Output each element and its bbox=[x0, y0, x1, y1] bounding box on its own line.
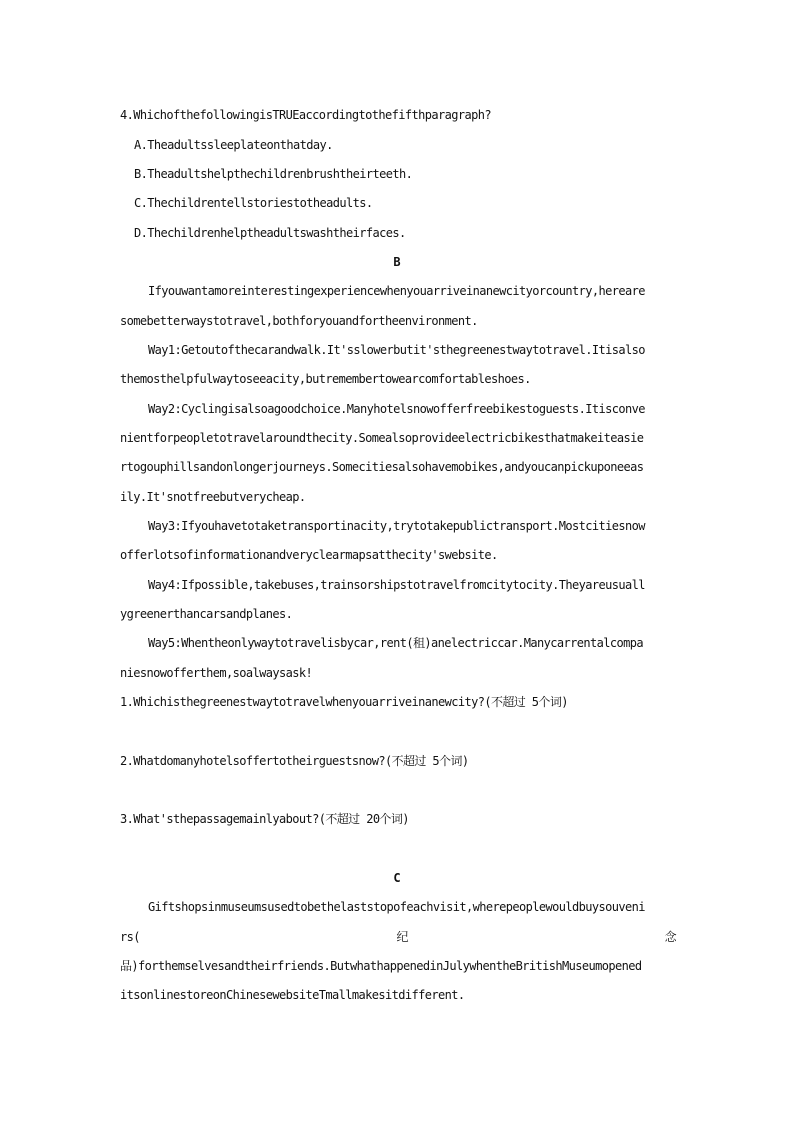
paragraph-line: 品)forthemselvesandtheirfriends.ButwhathappenedinJulywhentheBritishMuseumopened bbox=[120, 959, 642, 973]
paragraph-line: ily.It'snotfreebutverycheap. bbox=[120, 490, 306, 504]
paragraph-line-justified bbox=[120, 929, 676, 945]
question-b3: 3.What'sthepassagemainlyabout?(不超过 20个词) bbox=[120, 812, 409, 826]
paragraph-line: Way3:Ifyouhavetotaketransportinacity,trytotakepublictransport.Mostcitiesnow bbox=[148, 519, 645, 533]
paragraph-line: niesnowofferthem,soalwaysask! bbox=[120, 666, 313, 680]
paragraph-line: itsonlinestoreonChinesewebsiteTmallmakesitdifferent. bbox=[120, 988, 465, 1002]
section-b-heading: B bbox=[393, 255, 401, 269]
option-a: A.Theadultssleeplateonthatday. bbox=[134, 138, 333, 152]
paragraph-line: nientforpeopletotravelaroundthecity.Somealsoprovideelectricbikesthatmakeiteasie bbox=[120, 431, 644, 445]
option-d: D.Thechildrenhelptheadultswashtheirfaces. bbox=[134, 226, 406, 240]
section-c-heading: C bbox=[393, 871, 401, 885]
text-fragment: 纪 bbox=[396, 930, 408, 944]
option-c: C.Thechildrentellstoriestotheadults. bbox=[134, 196, 373, 210]
paragraph-line: Way2:Cyclingisalsoagoodchoice.Manyhotelsnowofferfreebikestoguests.Itisconve bbox=[148, 402, 645, 416]
question-b1: 1.Whichisthegreenestwaytotravelwhenyouarriveinanewcity?(不超过 5个词) bbox=[120, 695, 568, 709]
text-fragment: rs( bbox=[120, 930, 140, 944]
paragraph-line: ygreenerthancarsandplanes. bbox=[120, 607, 293, 621]
text-fragment: 念 bbox=[664, 930, 676, 944]
paragraph-line: Giftshopsinmuseumsusedtobethelaststopofeachvisit,wherepeoplewouldbuysouveni bbox=[148, 900, 645, 914]
paragraph-line: Way1:Getoutofthecarandwalk.It'sslowerbutit'sthegreenestwaytotravel.Itisalso bbox=[148, 343, 645, 357]
paragraph-line: offerlotsofinformationandveryclearmapsatthecity'swebsite. bbox=[120, 548, 498, 562]
paragraph-line: rtogouphillsandonlongerjourneys.Somecitiesalsohavemobikes,andyoucanpickuponeeas bbox=[120, 460, 644, 474]
question-b2: 2.Whatdomanyhotelsoffertotheirguestsnow?(不超过 5个词) bbox=[120, 754, 469, 768]
paragraph-line: Way4:Ifpossible,takebuses,trainsorshipstotravelfromcitytocity.Theyareusuall bbox=[148, 578, 645, 592]
paragraph-line: Ifyouwantamoreinterestingexperiencewhenyouarriveinanewcityorcountry,hereare bbox=[148, 284, 645, 298]
paragraph-line: themosthelpfulwaytoseeacity,butremembertowearcomfortableshoes. bbox=[120, 372, 531, 386]
option-b: B.Theadultshelpthechildrenbrushtheirteeth. bbox=[134, 167, 413, 181]
paragraph-line: somebetterwaystotravel,bothforyouandfortheenvironment. bbox=[120, 314, 478, 328]
paragraph-line: Way5:Whentheonlywaytotravelisbycar,rent(租)anelectriccar.Manycarrentalcompa bbox=[148, 636, 643, 650]
question-4: 4.WhichofthefollowingisTRUEaccordingtothefifthparagraph? bbox=[120, 108, 491, 122]
